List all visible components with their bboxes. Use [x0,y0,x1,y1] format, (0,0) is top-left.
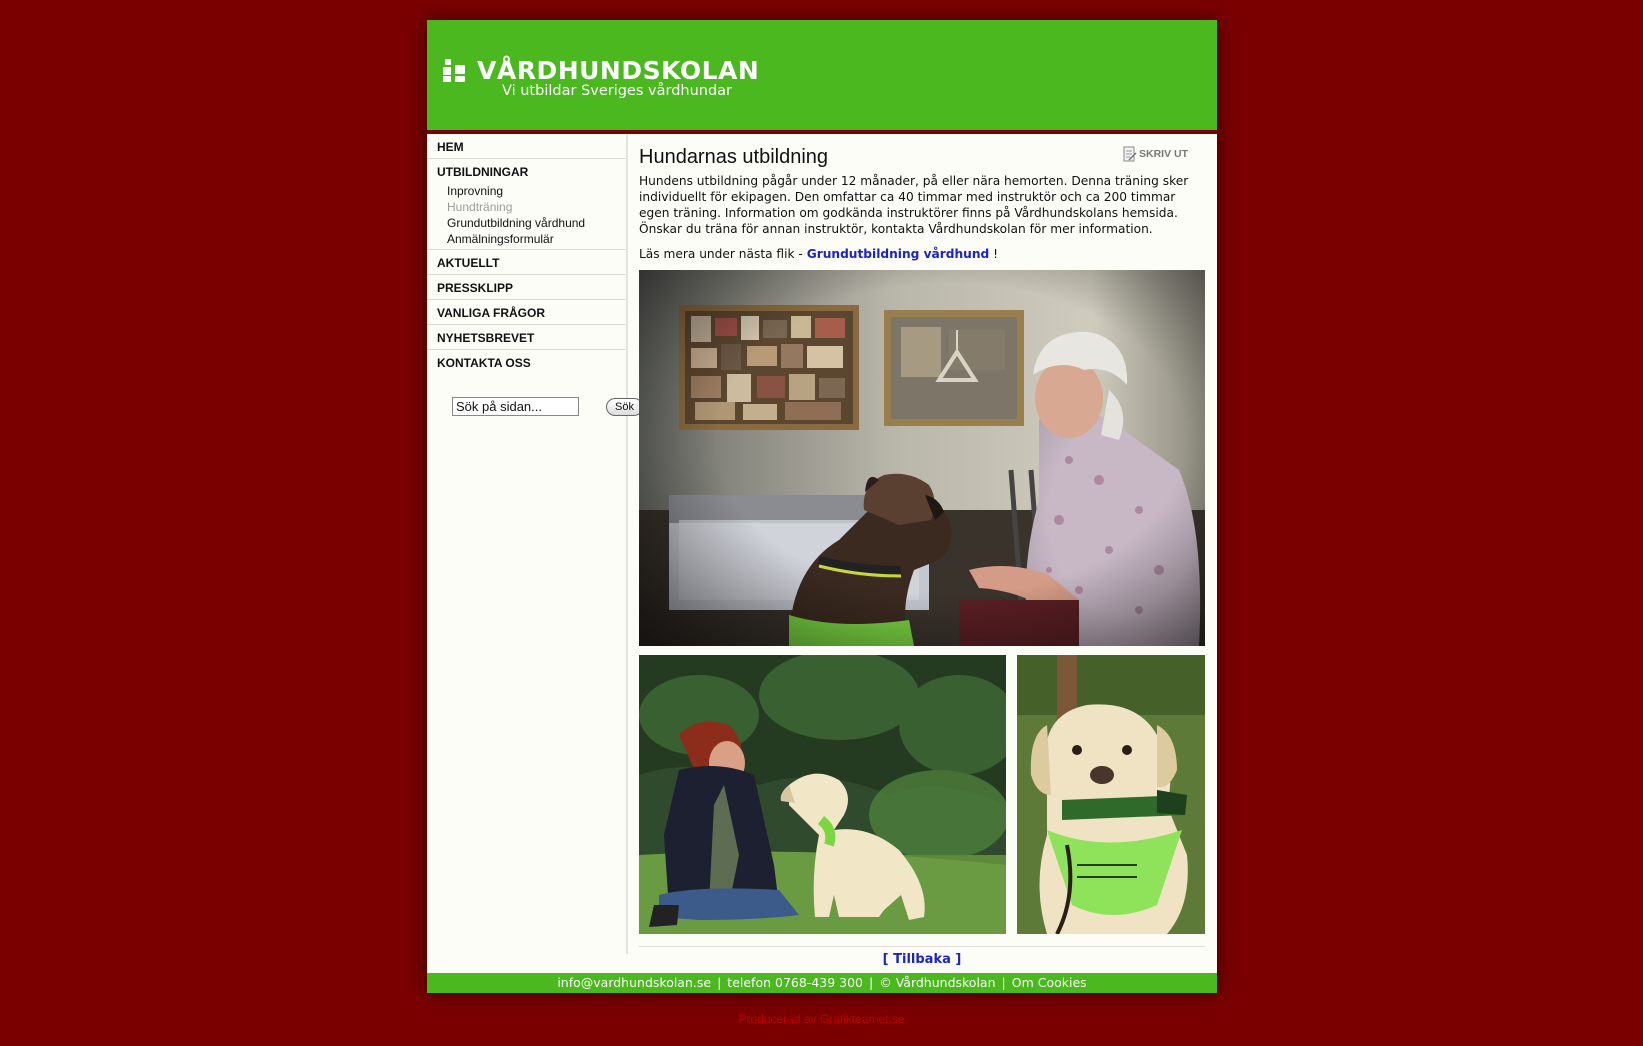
photo-labrador-with-toy-image [1017,655,1205,934]
site-tagline: Vi utbildar Sveriges vårdhundar [502,83,733,99]
subnav-item-anmalningsformular[interactable]: Anmälningsformulär [447,232,554,246]
nav-item-vanliga-fragor[interactable]: VANLIGA FRÅGOR [427,300,626,325]
back-link[interactable]: [ Tillbaka ] [882,952,962,967]
footer-separator: | [869,975,874,990]
photo-woman-with-boxer [639,270,1205,646]
read-more-suffix: ! [989,247,999,261]
read-more-line [639,246,1205,262]
nav-item-nyhetsbrevet[interactable]: NYHETSBREVET [427,325,626,350]
site-header [427,20,1217,134]
photo-labrador-with-toy [1017,655,1205,934]
search-button[interactable]: Sök [606,398,643,416]
print-button[interactable] [1123,146,1188,164]
footer-copyright: © Vårdhundskolan [879,975,996,990]
print-label: SKRIV UT [1139,148,1189,160]
nav-item-kontakta-oss[interactable]: KONTAKTA OSS [437,356,531,370]
content-divider [639,946,1205,947]
producer-credit-link[interactable]: Producerad av Grafikteamet.se [738,1012,905,1026]
intro-paragraph: Hundens utbildning pågår under 12 månader, på eller nära hemorten. Denna träning sker individuellt för ekipagen. Den omfattar ca 40 timmar med instruktör och ca 200 timmar egen träning. Information om godkända instruktörer finns på Vårdhundskolans hemsida. Önskar du träna för annan instruktör, kontakta Vårdhundskolan för mer information. [639,174,1189,236]
nav-item-hem[interactable]: HEM [427,134,626,159]
search-input[interactable] [452,397,579,416]
page-title: Hundarnas utbildning [639,146,829,168]
subnav-item-grundutbildning[interactable]: Grundutbildning vårdhund [447,216,586,230]
nav-group-utbildningar [427,159,626,250]
footer-separator: | [1001,975,1006,990]
print-icon [1123,146,1137,162]
sidebar-nav [427,134,634,954]
photo-woman-with-boxer-image [639,270,1205,646]
subnav-item-inprovning[interactable]: Inprovning [447,184,504,198]
footer-cookies-link[interactable]: Om Cookies [1011,975,1087,990]
site-title[interactable]: VÅRDHUNDSKOLAN [477,56,760,85]
footer-email-link[interactable]: info@vardhundskolan.se [557,975,712,990]
photo-woman-with-labrador [639,655,1006,934]
nav-item-utbildningar[interactable]: UTBILDNINGAR [437,165,529,179]
search-form [452,396,634,418]
footer-phone: telefon 0768-439 300 [727,975,864,990]
subnav-item-hundtraning[interactable]: Hundträning [447,200,513,214]
logo-icon[interactable] [443,59,471,83]
photo-woman-with-labrador-image [639,655,1006,934]
nav-item-aktuellt[interactable]: AKTUELLT [427,250,626,275]
read-more-prefix: Läs mera under nästa flik - [639,247,807,261]
site-footer [427,973,1217,993]
page-container [427,20,1217,993]
nav-item-pressklipp[interactable]: PRESSKLIPP [427,275,626,300]
read-more-link[interactable]: Grundutbildning vårdhund [806,247,990,261]
footer-separator: | [717,975,722,990]
